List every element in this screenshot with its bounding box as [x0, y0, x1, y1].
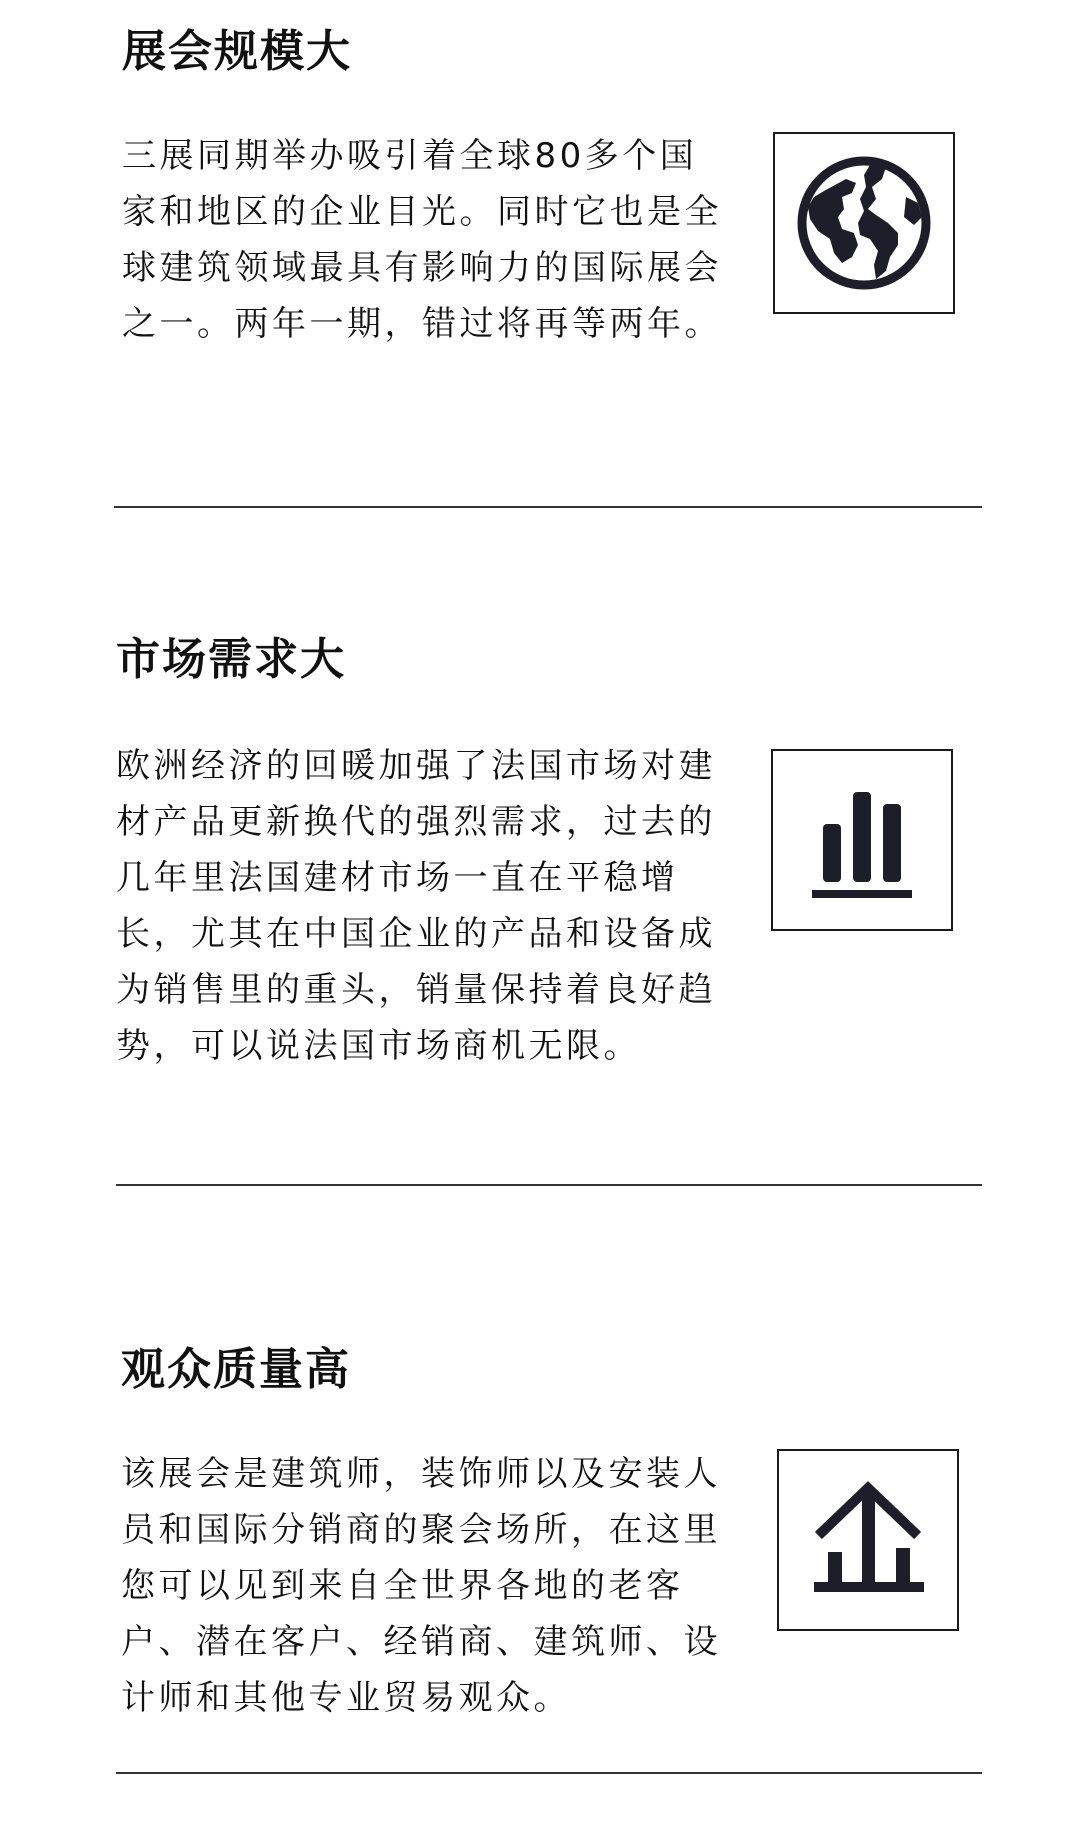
- section-body: 欧洲经济的回暖加强了法国市场对建材产品更新换代的强烈需求，过去的几年里法国建材市场一直在平稳增长，尤其在中国企业的产品和设备成为销售里的重头，销量保持着良好趋势，可以说法国市场商机无限。: [116, 746, 716, 1066]
- growth-arrow-icon-box: [777, 1449, 959, 1631]
- section-title: 观众质量高: [121, 1344, 351, 1395]
- globe-icon-box: [773, 132, 955, 314]
- bar-chart-icon-box: [771, 749, 953, 931]
- bar-chart-icon: [792, 770, 932, 910]
- section-body: 该展会是建筑师，装饰师以及安装人员和国际分销商的聚会场所，在这里您可以见到来自全世界各地的老客户、潜在客户、经销商、建筑师、设计师和其他专业贸易观众。: [121, 1454, 721, 1718]
- section-body: 三展同期举办吸引着全球80多个国家和地区的企业目光。同时它也是全球建筑领域最具有影响力的国际展会之一。两年一期，错过将再等两年。: [122, 136, 722, 344]
- section-divider: [114, 506, 982, 508]
- section-title: 展会规模大: [122, 26, 352, 77]
- section-divider: [116, 1184, 982, 1186]
- growth-arrow-icon: [798, 1470, 938, 1610]
- section-divider: [116, 1772, 982, 1774]
- section-title: 市场需求大: [116, 634, 346, 685]
- globe-icon: [794, 153, 934, 293]
